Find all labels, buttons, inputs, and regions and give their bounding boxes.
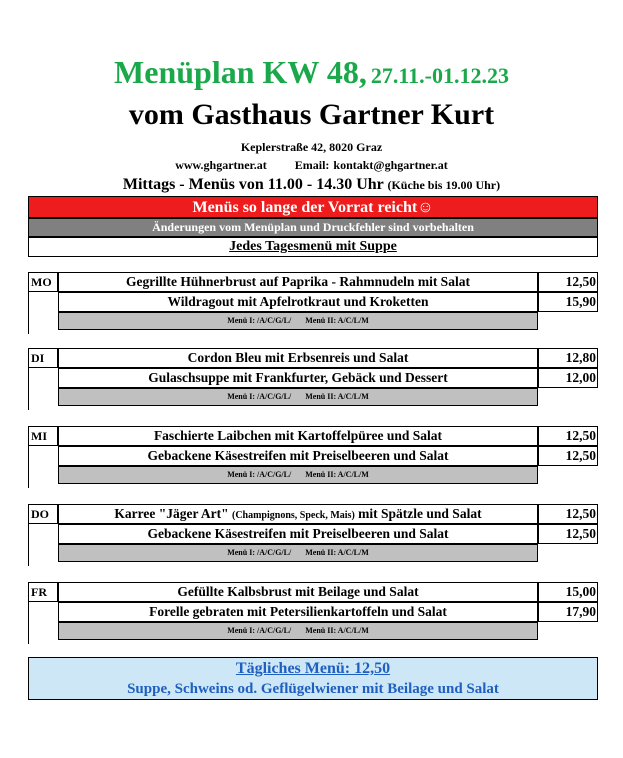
price-1: 12,80 (538, 348, 598, 368)
price-2: 12,50 (538, 524, 598, 544)
allergen-menu-2: Menü II: A/C/L/M (305, 548, 369, 557)
allergen-menu-1: Menü I: /A/C/G/L/ (227, 548, 292, 557)
allergen-menu-1: Menü I: /A/C/G/L/ (227, 392, 292, 401)
address: Keplerstraße 42, 8020 Graz (240, 140, 383, 154)
allergen-menu-2: Menü II: A/C/L/M (305, 316, 369, 325)
hours-text: Mittags - Menüs von 11.00 - 14.30 Uhr (122, 176, 384, 193)
price-1: 12,50 (538, 426, 598, 446)
allergen-menu-1: Menü I: /A/C/G/L/ (227, 626, 292, 635)
day-code: MI (28, 426, 58, 446)
price-1: 15,00 (538, 582, 598, 602)
banner-suppe: Jedes Tagesmenü mit Suppe (28, 237, 598, 257)
day-block-do (28, 504, 598, 566)
allergen-info (58, 388, 538, 406)
allergen-info (58, 544, 538, 562)
title-dates: 27.11.-01.12.23 (370, 63, 509, 88)
price-1: 12,50 (538, 272, 598, 292)
day-block-mi (28, 426, 598, 488)
allergen-menu-2: Menü II: A/C/L/M (305, 392, 369, 401)
dish-1: Cordon Bleu mit Erbsenreis und Salat (58, 348, 538, 368)
day-block-mo (28, 272, 598, 334)
hours-note: (Küche bis 19.00 Uhr) (387, 178, 501, 192)
allergen-menu-1: Menü I: /A/C/G/L/ (227, 316, 292, 325)
dish-1: Gegrillte Hühnerbrust auf Paprika - Rahmnudeln mit Salat (58, 272, 538, 292)
day-code: DO (28, 504, 58, 524)
price-2: 15,90 (538, 292, 598, 312)
daily-menu-title: Tägliches Menü: 12,50 (235, 660, 391, 677)
title-main: Menüplan KW 48, (114, 54, 367, 90)
dish-1: Faschierte Laibchen mit Kartoffelpüree und Salat (58, 426, 538, 446)
banner-grey: Änderungen vom Menüplan und Druckfehler sind vorbehalten (28, 218, 598, 237)
price-1: 12,50 (538, 504, 598, 524)
daily-menu-text: Suppe, Schweins od. Geflügelwiener mit Beilage und Salat (127, 681, 499, 697)
day-code: DI (28, 348, 58, 368)
dish-2: Gebackene Käsestreifen mit Preiselbeeren und Salat (58, 446, 538, 466)
email-link[interactable]: Email: kontakt@ghgartner.at (294, 158, 448, 172)
day-code: FR (28, 582, 58, 602)
allergen-menu-2: Menü II: A/C/L/M (305, 626, 369, 635)
contact-line (0, 158, 623, 173)
day-block-fr (28, 582, 598, 644)
allergen-menu-1: Menü I: /A/C/G/L/ (227, 470, 292, 479)
dish-2: Wildragout mit Apfelrotkraut und Kroketten (58, 292, 538, 312)
dish-2: Gebackene Käsestreifen mit Preiselbeeren und Salat (58, 524, 538, 544)
allergen-menu-2: Menü II: A/C/L/M (305, 470, 369, 479)
allergen-info (58, 466, 538, 484)
price-2: 12,00 (538, 368, 598, 388)
dish-2: Gulaschsuppe mit Frankfurter, Gebäck und Dessert (58, 368, 538, 388)
daily-menu-box (28, 657, 598, 700)
banner-red: Menüs so lange der Vorrat reicht☺ (28, 196, 598, 218)
allergen-info (58, 312, 538, 330)
dish-2: Forelle gebraten mit Petersilienkartoffeln und Salat (58, 602, 538, 622)
dish-1-note: (Champignons, Speck, Mais) (231, 510, 355, 521)
page-subtitle: vom Gasthaus Gartner Kurt (128, 98, 495, 131)
dish-1-side: mit Spätzle und Salat (358, 506, 482, 521)
opening-hours (0, 176, 623, 194)
dish-1: Gefüllte Kalbsbrust mit Beilage und Salat (58, 582, 538, 602)
allergen-info (58, 622, 538, 640)
day-code: MO (28, 272, 58, 292)
website-link[interactable]: www.ghgartner.at (175, 158, 267, 172)
dish-1-name: Karree "Jäger Art" (114, 506, 229, 521)
page-title (0, 54, 623, 91)
price-2: 12,50 (538, 446, 598, 466)
dish-1 (58, 504, 538, 524)
price-2: 17,90 (538, 602, 598, 622)
day-block-di (28, 348, 598, 410)
